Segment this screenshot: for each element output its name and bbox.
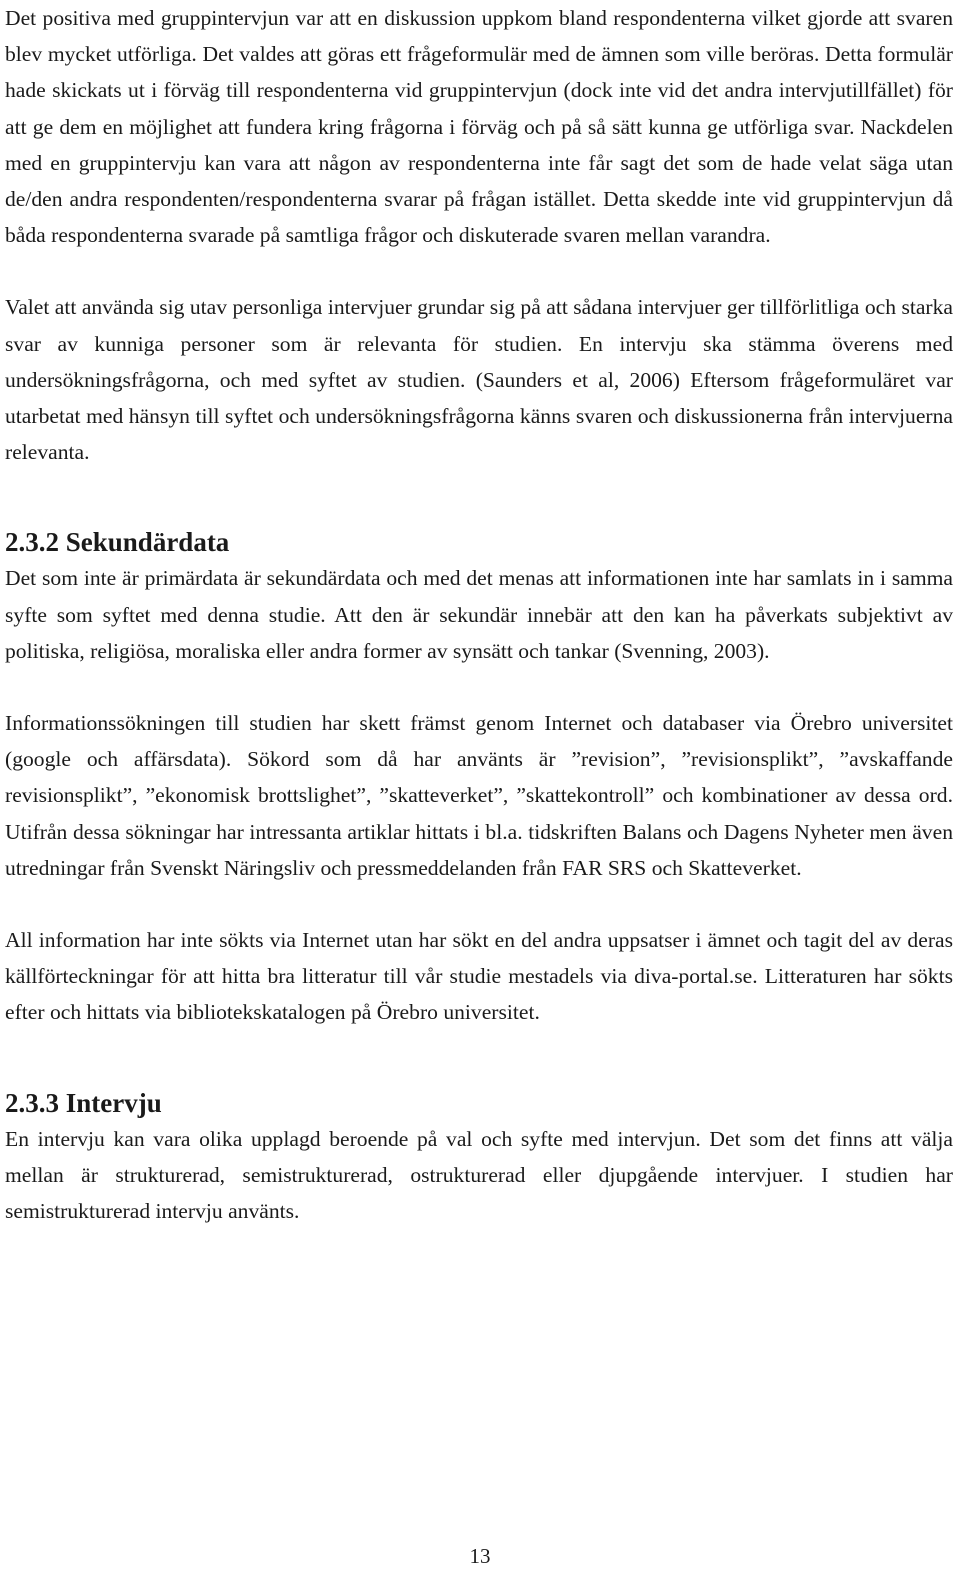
- paragraph-group-interview: Det positiva med gruppintervjun var att en diskussion uppkom bland respondenterna vilket gjorde att svaren blev mycket utförliga. Det valdes att göras ett frågeformulär med de ämnen som ville beröras. Detta formulär hade skickats ut i förväg till respondenterna vid gruppintervjun (dock inte vid det andra intervjutillfället) för att ge dem en möjlighet att fundera kring frågorna i förväg och på så sätt kunna ge utförliga svar. Nackdelen med en gruppintervju kan vara att någon av respondenterna inte får sagt det som de hade velat säga utan de/den andra respondenten/respondenterna svarar på frågan istället. Detta skedde inte vid gruppintervjun då båda respondenterna svarade på samtliga frågor och diskuterade svaren mellan varandra.: [5, 6, 953, 248]
- section-spacer: [5, 1031, 953, 1085]
- section-spacer: [5, 470, 953, 524]
- paragraph-interview-types: En intervju kan vara olika upplagd beroende på val och syfte med intervjun. Det som det finns att välja mellan är strukturerad, semistrukturerad, ostrukturerad eller djupgående intervjuer. I studien har semistrukturerad intervju använts.: [5, 1126, 953, 1224]
- heading-sekundardata: 2.3.2 Sekundärdata: [5, 527, 230, 558]
- paragraph-spacer: [5, 669, 953, 705]
- paragraph-information-search: Informationssökningen till studien har skett främst genom Internet och databaser via Örebro universitet (google och affärsdata). Sökord som då har använts är ”revision”, ”revisionsplikt”, ”avskaffande revisionsplikt”, ”ekonomisk brottslighet”, ”skatteverket”, ”skattekontroll” och kombinationer av dessa ord. Utifrån dessa sökningar har intressanta artiklar hittats i bl.a. tidskriften Balans och Dagens Nyheter men även utredningar från Svenskt Näringsliv och pressmeddelanden från FAR SRS och Skatteverket.: [5, 711, 953, 880]
- paragraph-personal-interviews: Valet att använda sig utav personliga intervjuer grundar sig på att sådana intervjuer ger tillförlitliga och starka svar av kunniga personer som är relevanta för studien. En intervju ska stämma överens med undersökningsfrågorna, och med syftet av studien. (Saunders et al, 2006) Eftersom frågeformuläret var utarbetat med hänsyn till syftet och undersökningsfrågorna känns svaren och diskussionerna från intervjuerna relevanta.: [5, 295, 953, 465]
- paragraph-spacer: [5, 886, 953, 922]
- page-number: 13: [469, 1544, 491, 1568]
- heading-intervju: 2.3.3 Intervju: [5, 1087, 162, 1118]
- paragraph-secondary-data-definition: Det som inte är primärdata är sekundärdata och med det menas att informationen inte har samlats in i samma syfte som syftet med denna studie. Att den är sekundär innebär att den kan ha påverkats subjektivt av politiska, religiösa, moraliska eller andra former av synsätt och tankar (Svenning, 2003).: [5, 566, 953, 663]
- paragraph-other-theses: All information har inte sökts via Internet utan har sökt en del andra uppsatser i ämnet och tagit del av deras källförteckningar för att hitta bra litteratur till vår studie mestadels via diva-portal.se. Litteraturen har sökts efter och hittats via bibliotekskatalogen på Örebro universitet.: [5, 928, 953, 1025]
- document-page: [5, 0, 953, 1229]
- paragraph-spacer: [5, 253, 953, 289]
